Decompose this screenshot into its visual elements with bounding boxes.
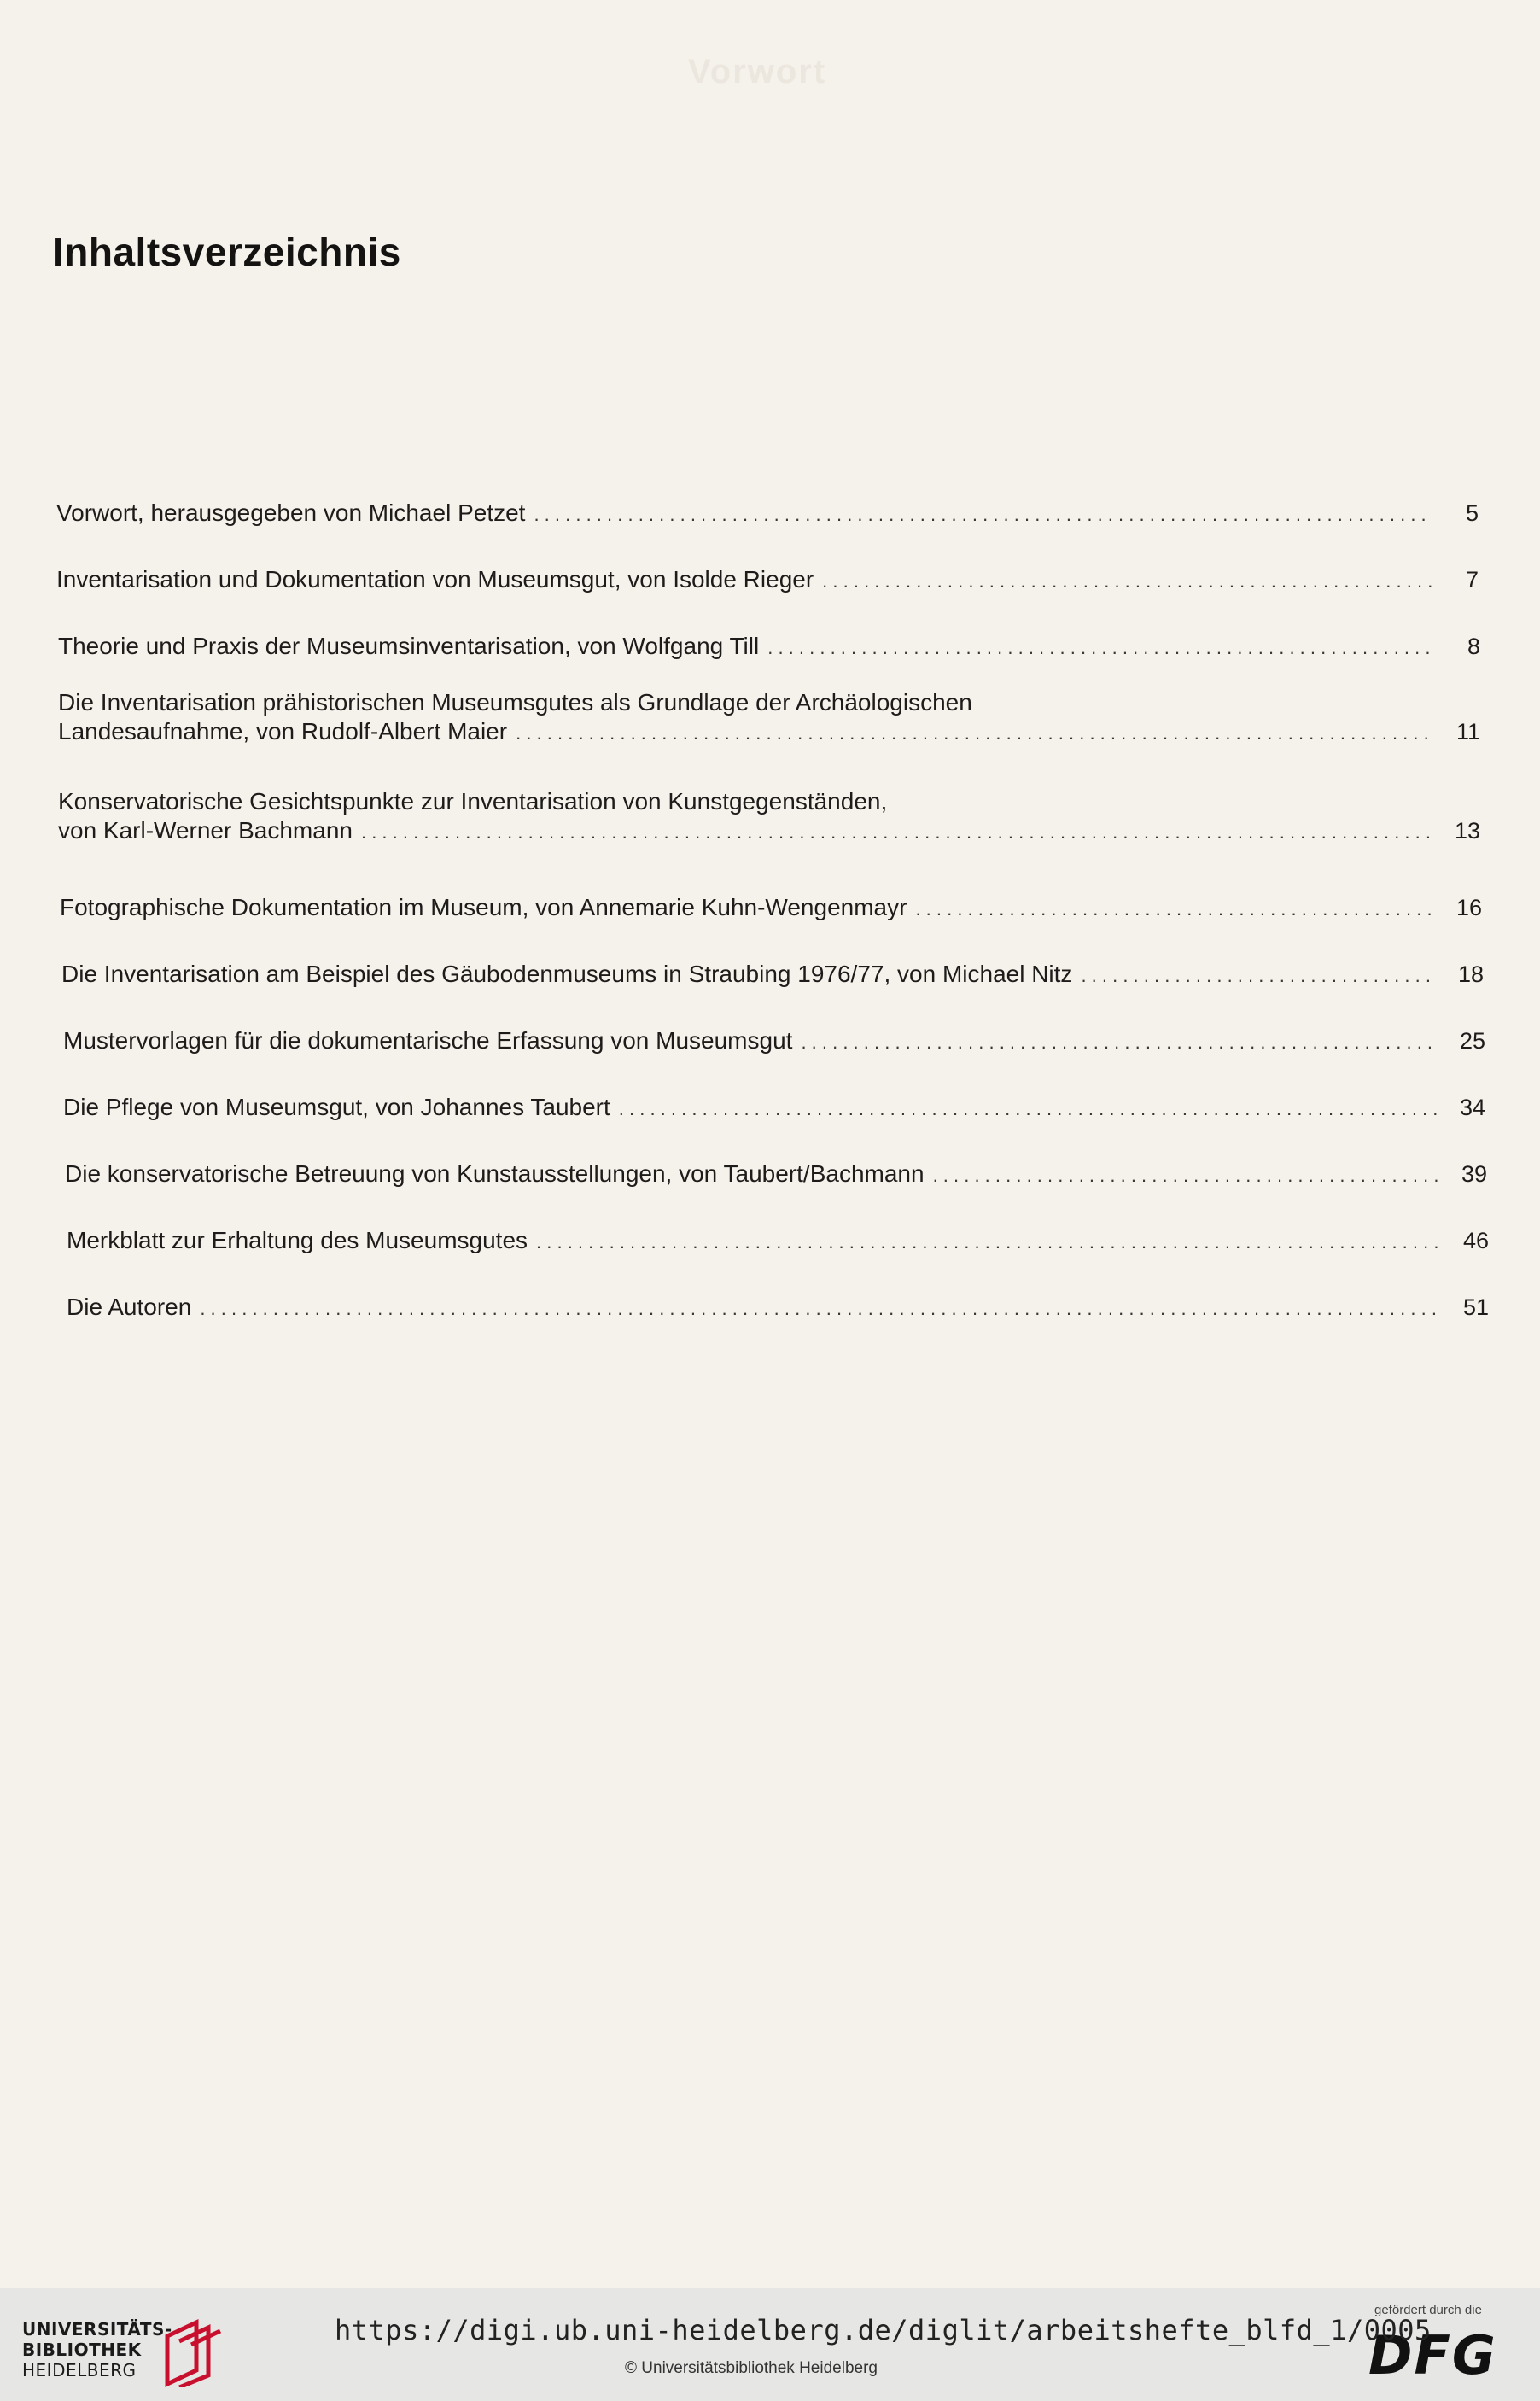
dfg-caption: gefördert durch die — [1374, 2303, 1482, 2317]
bleed-through-header: Vorwort — [688, 53, 827, 91]
toc-entry[interactable] — [58, 688, 1480, 748]
toc-entry-title: Mustervorlagen für die dokumentarische Erfassung von Museumsgut — [63, 1027, 793, 1054]
toc-page-number: 34 — [1459, 1095, 1485, 1120]
toc-page-number: 11 — [1455, 719, 1480, 745]
toc-entry[interactable] — [63, 1093, 1485, 1124]
page-title: Inhaltsverzeichnis — [53, 230, 401, 274]
toc-entry[interactable] — [63, 1026, 1485, 1057]
toc-page-number: 7 — [1465, 567, 1479, 593]
dot-leader — [534, 500, 1432, 529]
toc-entry-title: Inventarisation und Dokumentation von Museumsgut, von Isolde Rieger — [56, 566, 814, 593]
toc-page-number: 13 — [1454, 818, 1480, 844]
toc-entry[interactable] — [65, 1160, 1487, 1190]
dot-leader — [536, 1228, 1443, 1257]
copyright-notice: © Universitätsbibliothek Heidelberg — [625, 2359, 878, 2377]
toc-entry-title-cont: von Karl-Werner Bachmann — [58, 817, 353, 844]
dfg-logo-text: DFG — [1368, 2324, 1497, 2386]
toc-entry-title: Die konservatorische Betreuung von Kunstausstellungen, von Taubert/Bachmann — [65, 1160, 925, 1187]
library-name-line1: UNIVERSITÄTS- — [22, 2319, 172, 2340]
toc-entry[interactable] — [67, 1226, 1489, 1257]
dot-leader — [619, 1095, 1439, 1124]
dot-leader — [822, 567, 1432, 596]
toc-entry[interactable] — [56, 499, 1479, 529]
toc-entry-title: Theorie und Praxis der Museumsinventarisation, von Wolfgang Till — [58, 633, 760, 659]
toc-entry-title: Fotographische Dokumentation im Museum, von Annemarie Kuhn-Wengenmayr — [60, 894, 907, 920]
toc-page-number: 18 — [1457, 961, 1484, 987]
toc-entry[interactable] — [60, 893, 1482, 924]
dot-leader — [801, 1028, 1439, 1057]
university-library-logo[interactable] — [22, 2316, 219, 2384]
dot-leader — [767, 634, 1434, 663]
toc-page-number: 39 — [1461, 1161, 1487, 1187]
dot-leader — [1081, 961, 1438, 990]
library-name-line3: HEIDELBERG — [22, 2360, 137, 2381]
toc-entry-title: Die Inventarisation am Beispiel des Gäubodenmuseums in Straubing 1976/77, von Michael Nitz — [61, 961, 1073, 987]
toc-page-number: 25 — [1459, 1028, 1485, 1054]
dot-leader — [200, 1294, 1443, 1323]
dot-leader — [516, 719, 1434, 748]
toc-entry-title: Die Pflege von Museumsgut, von Johannes Taubert — [63, 1094, 610, 1120]
toc-entry-title: Konservatorische Gesichtspunkte zur Inventarisation von Kunstgegenständen, — [58, 788, 888, 815]
toc-entry-title-cont: Landesaufnahme, von Rudolf-Albert Maier — [58, 718, 508, 745]
library-emblem-icon — [159, 2319, 236, 2387]
toc-entry[interactable] — [61, 960, 1484, 990]
toc-page-number: 8 — [1467, 634, 1480, 659]
toc-entry[interactable] — [56, 565, 1479, 596]
toc-entry[interactable] — [58, 787, 1480, 847]
dot-leader — [915, 895, 1436, 924]
toc-entry-title: Merkblatt zur Erhaltung des Museumsgutes — [67, 1227, 528, 1253]
toc-entry-title: Vorwort, herausgegeben von Michael Petzet — [56, 499, 526, 526]
toc-entry-title: Die Inventarisation prähistorischen Museumsgutes als Grundlage der Archäologischen — [58, 689, 972, 716]
toc-page-number: 51 — [1462, 1294, 1489, 1320]
library-name-line2: BIBLIOTHEK — [22, 2340, 142, 2360]
toc-page-number: 46 — [1462, 1228, 1489, 1253]
dot-leader — [361, 818, 1434, 847]
dot-leader — [933, 1161, 1441, 1190]
toc-entry-title: Die Autoren — [67, 1294, 192, 1320]
toc-page-number: 5 — [1465, 500, 1479, 526]
toc-page-number: 16 — [1455, 895, 1482, 920]
permalink-url[interactable]: https://digi.ub.uni-heidelberg.de/diglit/arbeitshefte_blfd_1/0005 — [335, 2314, 1432, 2346]
toc-entry[interactable] — [58, 632, 1480, 663]
toc-entry[interactable] — [67, 1293, 1489, 1323]
